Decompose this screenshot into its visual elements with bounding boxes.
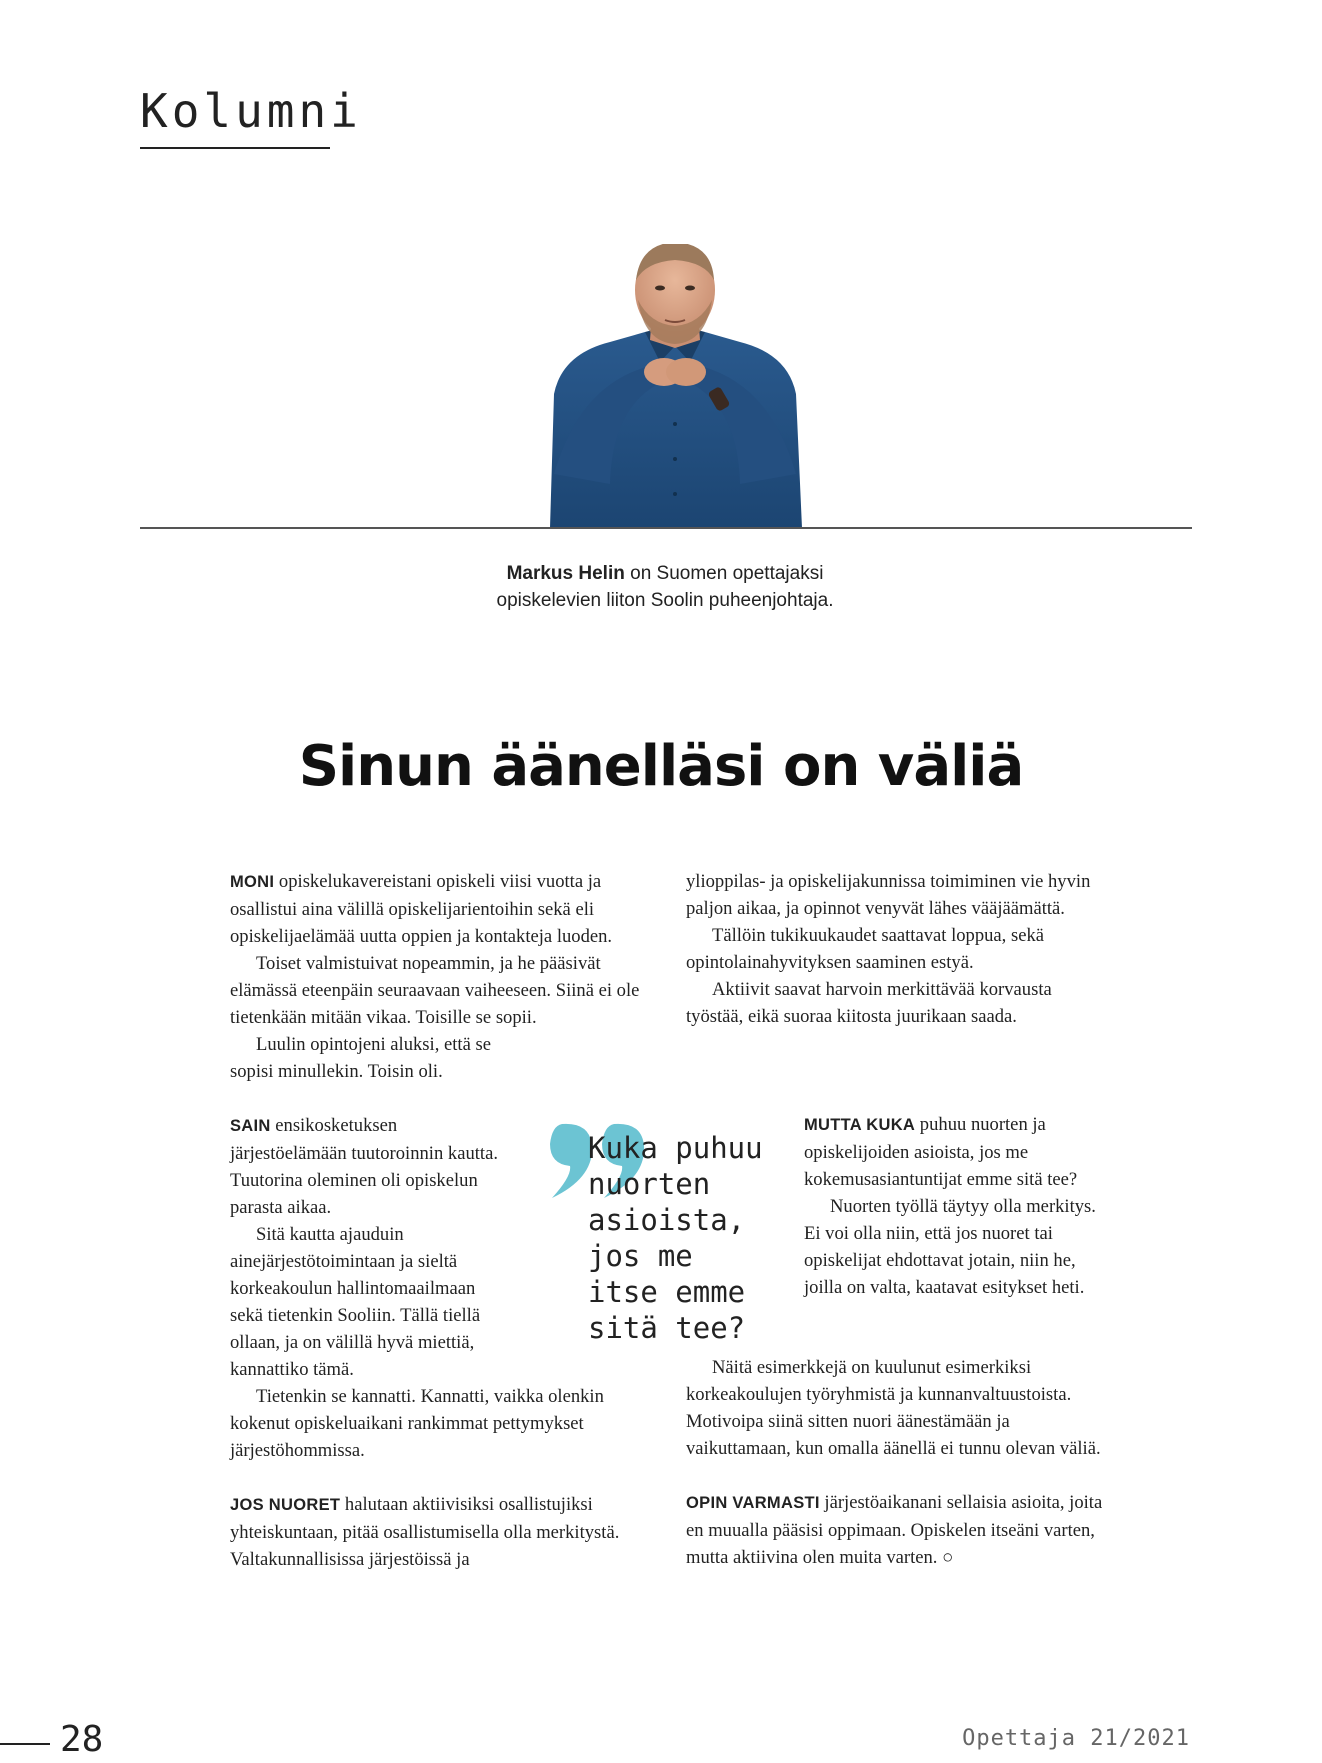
author-bio-line2: opiskelevien liiton Soolin puheenjohtaja. (496, 590, 834, 611)
paragraph-lead: MUTTA KUKA (804, 1116, 916, 1134)
paragraph: Näitä esimerkkejä on kuulunut esimerkiksi korkeakoulujen työryhmistä ja kunnanvaltuustoista. Motivoipa siinä sitten nuori äänestämään ja vaikuttamaan, kun omalla äänellä ei tunnu olevan väliä. (686, 1357, 1101, 1459)
paragraph: Tietenkin se kannatti. Kannatti, vaikka olenkin kokenut opiskeluaikani rankimmat pettymykset järjestöhommissa. (230, 1386, 604, 1461)
paragraph-text: puhuu nuorten ja opiskelijoiden asioista, jos me kokemusasiantuntijat emme sitä tee? (804, 1114, 1078, 1190)
author-bio: on Suomen opettajaksi (630, 563, 824, 584)
paragraph: Toiset valmistuivat nopeammin, ja he pääsivät elämässä eteenpäin seuraavaan vaiheeseen. Siinä ei ole tietenkään mitään vikaa. Toisille se sopii. (230, 953, 640, 1028)
author-caption (430, 560, 900, 614)
pull-quote-line: Kuka puhuu (588, 1131, 763, 1165)
pull-quote-line: sitä tee? (588, 1311, 746, 1345)
magazine-issue: Opettaja 21/2021 (962, 1726, 1190, 1751)
pull-quote-line: nuorten (588, 1167, 711, 1201)
pull-quote-line: asioista, (588, 1203, 746, 1237)
page-number: 28 (60, 1719, 104, 1760)
pull-quote-line: itse emme (588, 1275, 746, 1309)
author-portrait (540, 244, 810, 528)
paragraph: ylioppilas- ja opiskelijakunnissa toimiminen vie hyvin paljon aikaa, ja opinnot venyvät lähes vääjäämättä. (686, 871, 1091, 919)
paragraph: Luulin opintojeni aluksi, että se sopisi minullekin. Toisin oli. (230, 1034, 491, 1082)
paragraph (230, 1491, 640, 1573)
paragraph-lead: SAIN (230, 1117, 271, 1135)
paragraph-lead: OPIN VARMASTI (686, 1494, 820, 1512)
folio-rule (0, 1743, 50, 1745)
paragraph: Tällöin tukikuukaudet saattavat loppua, sekä opintolainahyvityksen saaminen estyä. (686, 925, 1045, 973)
pull-quote-line: jos me (588, 1239, 693, 1273)
article-title: Sinun äänelläsi on väliä (298, 734, 1024, 799)
article-column-right-bottom (686, 1354, 1106, 1571)
pull-quote (588, 1130, 778, 1346)
article-column-left (230, 868, 640, 1573)
paragraph-lead: JOS NUORET (230, 1496, 341, 1514)
portrait-baseline-rule (140, 527, 1192, 529)
paragraph-text: ensikosketuksen järjestöelämään tuutoroinnin kautta. Tuutorina oleminen oli opiskelun parasta aikaa. (230, 1115, 498, 1218)
paragraph (686, 1489, 1106, 1571)
paragraph-lead: MONI (230, 873, 275, 891)
section-underline (140, 147, 330, 149)
paragraph: Aktiivit saavat harvoin merkittävää korvausta työstää, eikä suoraa kiitosta juurikaan saada. (686, 979, 1052, 1027)
paragraph (230, 1112, 510, 1221)
paragraph-text: halutaan aktiivisiksi osallistujiksi yhteiskuntaan, pitää osallistumisella olla merkitystä. Valtakunnallisissa järjestöissä ja (230, 1494, 620, 1570)
paragraph (804, 1111, 1104, 1193)
article-column-right-narrow (804, 1111, 1104, 1301)
paragraph: Nuorten työllä täytyy olla merkitys. Ei voi olla niin, että jos nuoret tai opiskelijat ehdottavat jotain, niin he, joilla on valta, kaatavat esitykset heti. (804, 1196, 1096, 1298)
author-name: Markus Helin (506, 563, 625, 584)
article-column-right-top (686, 868, 1096, 1030)
paragraph-text: opiskelukavereistani opiskeli viisi vuotta ja osallistui aina välillä opiskelijarientoihin sekä eli opiskelijaelämää uutta oppien ja kontakteja luoden. (230, 871, 613, 947)
section-label: Kolumni (140, 84, 362, 138)
paragraph (230, 868, 640, 950)
paragraph: Sitä kautta ajauduin ainejärjestötoimintaan ja sieltä korkeakoulun hallintomaailmaan sekä tietenkin Sooliin. Tällä tiellä ollaan, ja on välillä hyvä miettiä, kannattiko tämä. (230, 1224, 481, 1380)
paragraph-text: järjestöaikanani sellaisia asioita, joita en muualla pääsisi oppimaan. Opiskelen itseäni varten, mutta aktiivina olen muita varten. ○ (686, 1492, 1103, 1568)
